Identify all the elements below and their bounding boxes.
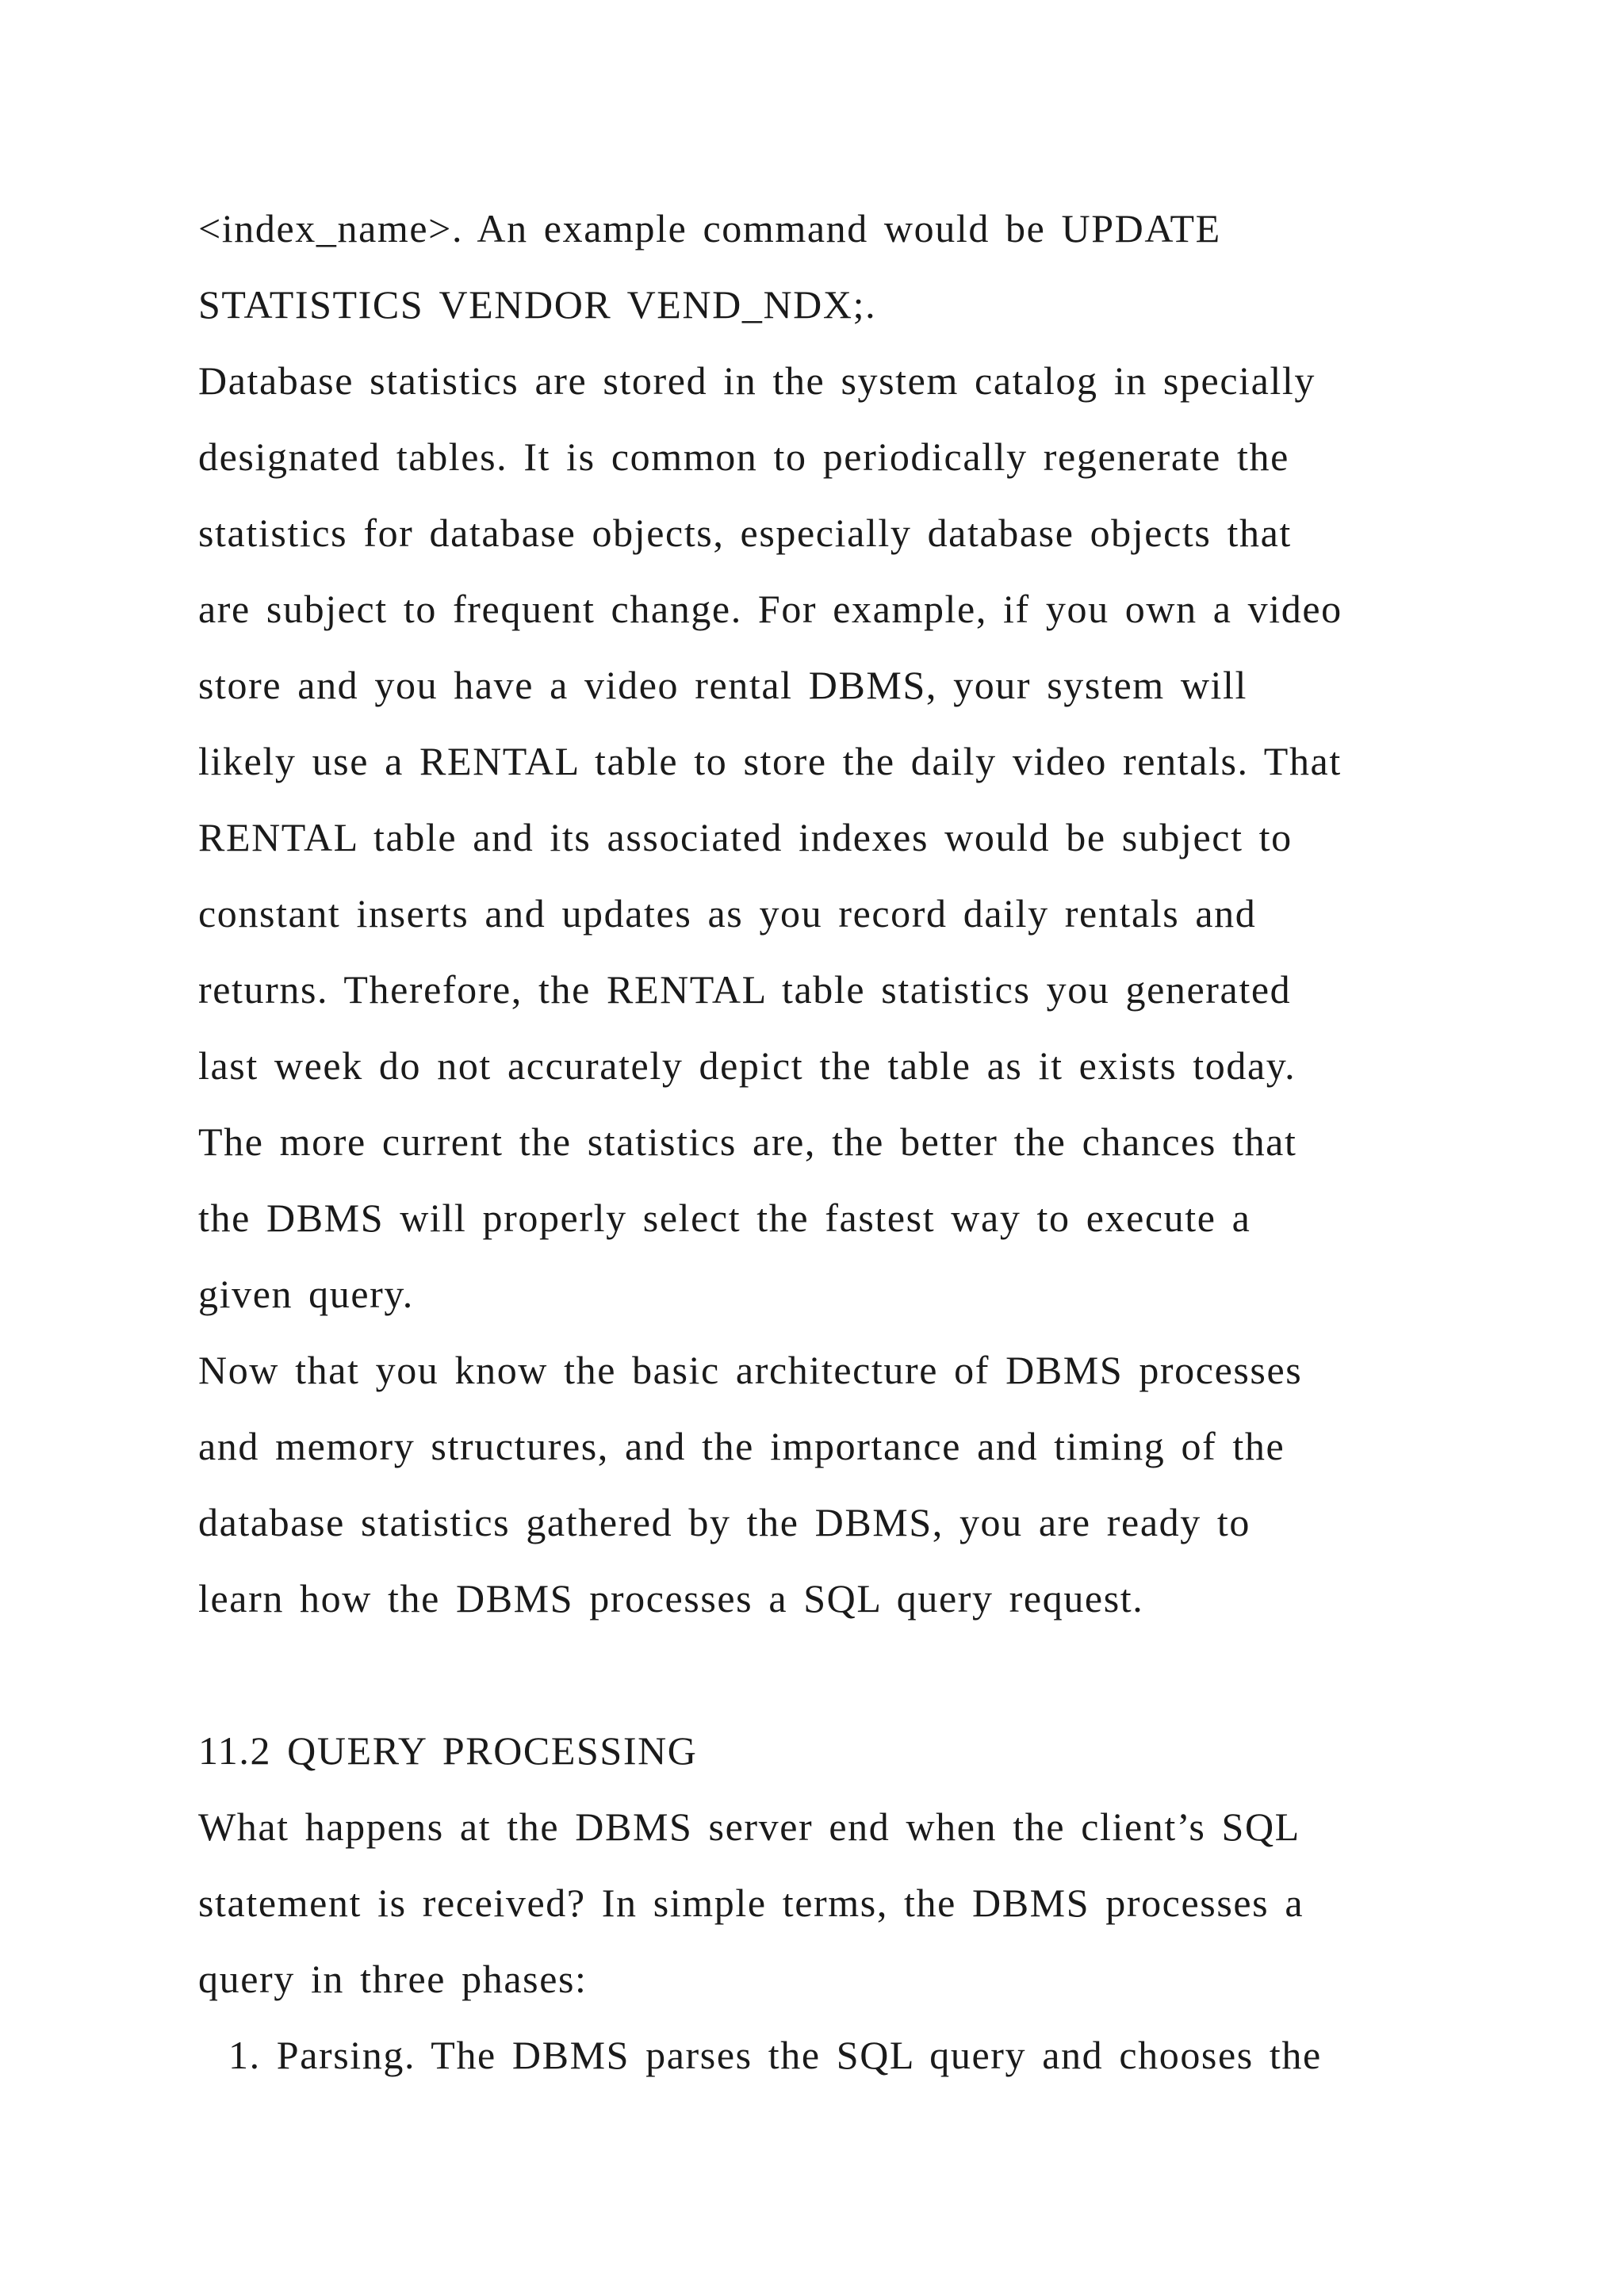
body-text-line: last week do not accurately depict the table as it exists today. bbox=[198, 1043, 1297, 1088]
body-text-line: designated tables. It is common to periodically regenerate the bbox=[198, 434, 1289, 479]
body-text-line: RENTAL table and its associated indexes would be subject to bbox=[198, 815, 1293, 859]
body-text-line: learn how the DBMS processes a SQL query request. bbox=[198, 1576, 1144, 1621]
body-text-line: statement is received? In simple terms, the DBMS processes a bbox=[198, 1881, 1304, 1925]
body-text-line: returns. Therefore, the RENTAL table statistics you generated bbox=[198, 967, 1292, 1012]
body-text-line: query in three phases: bbox=[198, 1957, 588, 2001]
body-text-line: are subject to frequent change. For example, if you own a video bbox=[198, 587, 1342, 631]
body-text-line: store and you have a video rental DBMS, your system will bbox=[198, 663, 1248, 707]
body-text-line: database statistics gathered by the DBMS, you are ready to bbox=[198, 1500, 1251, 1544]
body-text-line: What happens at the DBMS server end when the client’s SQL bbox=[198, 1804, 1300, 1849]
body-text-line: constant inserts and updates as you record daily rentals and bbox=[198, 891, 1257, 936]
body-text-line: Database statistics are stored in the system catalog in specially bbox=[198, 358, 1316, 403]
body-text-line: likely use a RENTAL table to store the daily video rentals. That bbox=[198, 739, 1342, 783]
body-text-line: statistics for database objects, especially database objects that bbox=[198, 511, 1292, 555]
body-text-line: Now that you know the basic architecture of DBMS processes bbox=[198, 1348, 1303, 1392]
paragraph-gap bbox=[198, 1636, 1499, 1712]
body-text-line: and memory structures, and the importance and timing of the bbox=[198, 1424, 1285, 1468]
body-text-line: STATISTICS VENDOR VEND_NDX;. bbox=[198, 282, 877, 327]
section-heading: 11.2 QUERY PROCESSING bbox=[198, 1728, 698, 1773]
document-body bbox=[198, 190, 1499, 2093]
body-text-line: <index_name>. An example command would be UPDATE bbox=[198, 206, 1221, 251]
body-text-line: The more current the statistics are, the better the chances that bbox=[198, 1119, 1297, 1164]
list-item-parsing: 1. Parsing. The DBMS parses the SQL query and chooses the bbox=[228, 2033, 1322, 2077]
body-text-line: given query. bbox=[198, 1272, 414, 1316]
body-text-line: the DBMS will properly select the fastest way to execute a bbox=[198, 1196, 1251, 1240]
